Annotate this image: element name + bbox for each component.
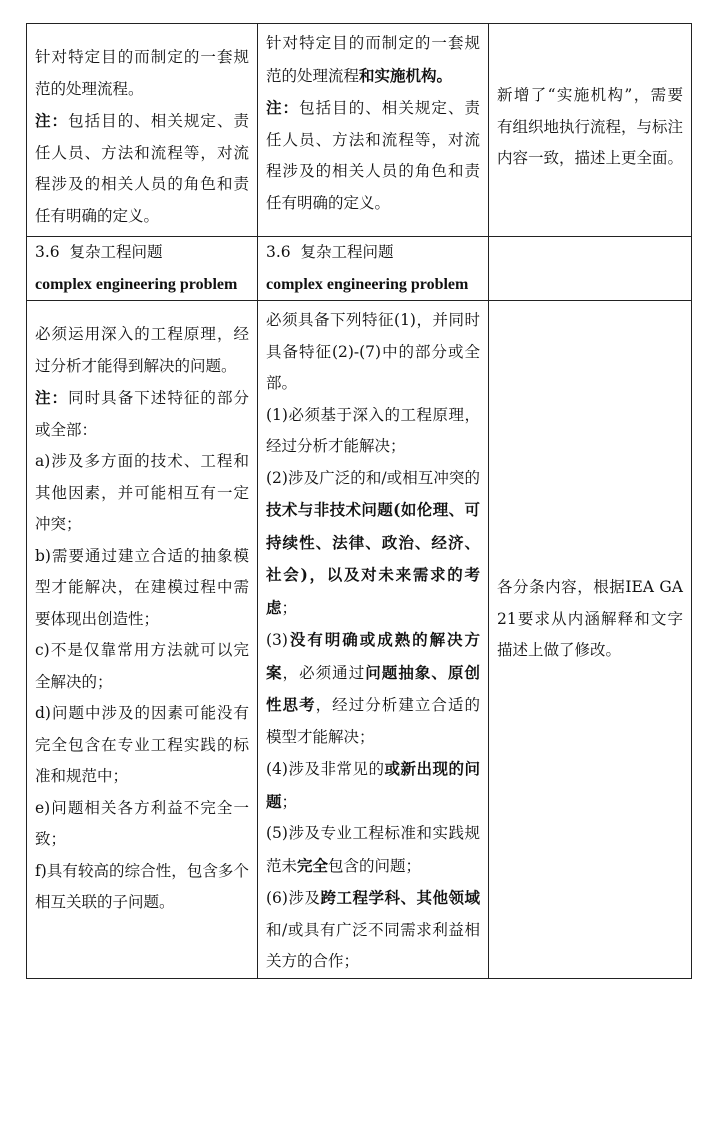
item-emphasis: 问题抽象、原创性思考 [266, 662, 480, 714]
remark-cell [489, 301, 692, 979]
new-definition-text: 针对特定目的而制定的一套规范的处理流程 [266, 34, 480, 85]
new-term-cell [258, 237, 489, 301]
item-emphasis: 完全 [297, 855, 329, 875]
old-definition: 必须运用深入的工程原理，经过分析才能得到解决的问题。 [35, 325, 249, 375]
new-definition-cell [258, 24, 489, 237]
list-item [266, 882, 480, 978]
list-item [266, 818, 480, 882]
new-definition-added: 和实施机构。 [359, 65, 453, 85]
new-intro: 必须具备下列特征(1)，并同时具备特征(2)-(7)中的部分或全部。 [266, 311, 480, 392]
list-item: c)不是仅靠常用方法就可以完全解决的； [35, 641, 249, 691]
new-note [266, 92, 480, 219]
list-item: e)问题相关各方利益不完全一致； [35, 798, 249, 848]
term-cn: 3.6 复杂工程问题 [35, 243, 163, 261]
note-label: 注： [35, 388, 69, 407]
list-item [266, 463, 480, 625]
old-definition: 针对特定目的而制定的一套规范的处理流程。 [35, 48, 249, 98]
remark-cell-empty [489, 237, 692, 301]
term-en: complex engineering problem [266, 275, 469, 293]
old-note [35, 382, 249, 446]
list-item [266, 753, 480, 818]
list-item [266, 624, 480, 753]
note-text: 包括目的、相关规定、责任人员、方法和流程等，对流程涉及的相关人员的角色和责任有明确的定义。 [266, 99, 480, 212]
note-text: 同时具备下述特征的部分或全部： [35, 389, 249, 439]
item-text: ； [281, 598, 298, 617]
term-en: complex engineering problem [35, 275, 238, 293]
item-emphasis: 技术与非技术问题(如伦理、可持续性、法律、政治、经济、社会)，以及对未来需求的考虑 [266, 500, 480, 617]
item-text: 和/或具有广泛不同需求利益相关方的合作； [266, 920, 480, 970]
old-definition-cell [27, 301, 258, 979]
item-text: (4)涉及非常见的 [266, 760, 385, 778]
note-label: 注： [266, 98, 300, 117]
new-definition [266, 28, 480, 92]
list-item: (1)必须基于深入的工程原理，经过分析才能解决； [266, 405, 480, 455]
remark-text: 新增了“实施机构”，需要有组织地执行流程，与标注内容一致，描述上更全面。 [497, 86, 684, 167]
comparison-table [26, 23, 692, 979]
list-item: b)需要通过建立合适的抽象模型才能解决，在建模过程中需要体现出创造性； [35, 546, 249, 628]
new-definition-cell [258, 301, 489, 979]
item-text: ，必须通过 [282, 663, 366, 682]
old-term-cell [27, 237, 258, 301]
item-text: (2)涉及广泛的和/或相互冲突的 [266, 468, 480, 487]
table-row [27, 24, 692, 237]
old-note [35, 105, 249, 232]
list-item: d)问题中涉及的因素可能没有完全包含在专业工程实践的标准和规范中； [35, 704, 249, 785]
item-emphasis: 或新出现的问题 [266, 759, 480, 811]
list-item: a)涉及多方面的技术、工程和其他因素，并可能相互有一定冲突； [35, 452, 249, 533]
item-text: 包含的问题； [328, 856, 422, 875]
note-text: 包括目的、相关规定、责任人员、方法和流程等，对流程涉及的相关人员的角色和责任有明确的定义。 [35, 112, 249, 225]
table-row [27, 301, 692, 979]
table-row [27, 237, 692, 301]
remark-cell [489, 24, 692, 237]
old-definition-cell [27, 24, 258, 237]
term-cn: 3.6 复杂工程问题 [266, 243, 394, 261]
remark-text: 各分条内容，根据IEA GA21要求从内涵解释和文字描述上做了修改。 [497, 578, 683, 659]
list-item: f)具有较高的综合性，包含多个相互关联的子问题。 [35, 861, 249, 911]
item-text: ，经过分析建立合适的模型才能解决； [266, 696, 480, 746]
item-text: (5)涉及专业工程标准和实践规范未 [266, 824, 480, 875]
item-text: (3) [266, 631, 288, 649]
item-text: (6)涉及 [266, 889, 321, 907]
item-emphasis: 没有明确或成熟的解决方案 [266, 630, 480, 682]
note-label: 注： [35, 111, 69, 130]
item-emphasis: 跨工程学科、其他领域 [320, 888, 480, 907]
item-text: ； [281, 792, 298, 811]
